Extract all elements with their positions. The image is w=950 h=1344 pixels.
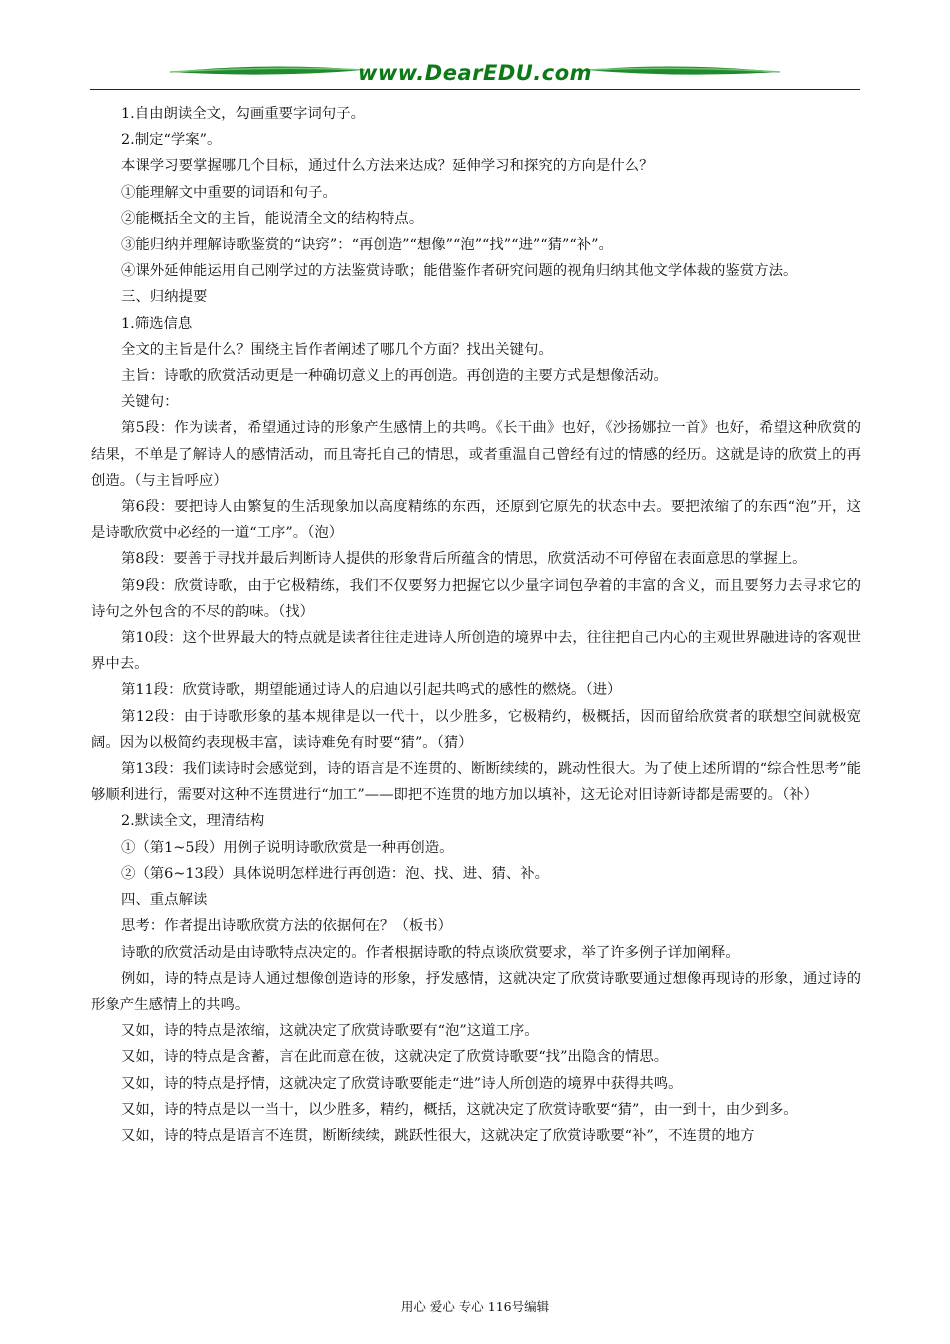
- paragraph: 又如，诗的特点是浓缩，这就决定了欣赏诗歌要有“泡”这道工序。: [121, 1023, 539, 1040]
- section-heading: 四、重点解读: [121, 892, 208, 909]
- document-body: [91, 101, 861, 1149]
- paragraph: 2.制定“学案”。: [121, 132, 222, 149]
- page-header: [90, 58, 860, 90]
- paragraph: 全文的主旨是什么？围绕主旨作者阐述了哪几个方面？找出关键句。: [121, 341, 553, 358]
- paragraph: ②能概括全文的主旨，能说清全文的结构特点。: [121, 210, 424, 227]
- paragraph: 1.自由朗读全文，勾画重要字词句子。: [121, 106, 365, 122]
- paragraph: ③能归纳并理解诗歌鉴赏的“诀窍”：“再创造”“想像”“泡”“找”“进”“猜”“补”。: [121, 237, 613, 254]
- paragraph: 第5段：作为读者，希望通过诗的形象产生感情上的共鸣。《长干曲》也好，《沙扬娜拉一首》也好，希望这种欣赏的结果，不单是了解诗人的感情活动，而且寄托自己的情思，或者重温自己曾经有过的情感的经历。这就是诗的欣赏上的再创造。（与主旨呼应）: [91, 420, 861, 489]
- paragraph: 又如，诗的特点是抒情，这就决定了欣赏诗歌要能走“进”诗人所创造的境界中获得共鸣。: [121, 1075, 683, 1092]
- paragraph: 诗歌的欣赏活动是由诗歌特点决定的。作者根据诗歌的特点谈欣赏要求，举了许多例子详加阐释。: [121, 944, 740, 961]
- site-logo-text: www.DearEDU.com: [357, 61, 593, 85]
- paragraph: 本课学习要掌握哪几个目标，通过什么方法来达成？延伸学习和探究的方向是什么？: [121, 158, 654, 175]
- paragraph: ④课外延伸能运用自己刚学过的方法鉴赏诗歌；能借鉴作者研究问题的视角归纳其他文学体裁的鉴赏方法。: [121, 263, 798, 280]
- paragraph: 又如，诗的特点是语言不连贯，断断续续，跳跃性很大，这就决定了欣赏诗歌要“补”，不连贯的地方: [121, 1127, 755, 1144]
- paragraph: 又如，诗的特点是含蓄，言在此而意在彼，这就决定了欣赏诗歌要“找”出隐含的情思。: [121, 1049, 669, 1066]
- paragraph: 第10段：这个世界最大的特点就是读者往往走进诗人所创造的境界中去，往往把自己内心的主观世界融进诗的客观世界中去。: [91, 630, 861, 673]
- paragraph: 例如，诗的特点是诗人通过想像创造诗的形象，抒发感情，这就决定了欣赏诗歌要通过想像再现诗的形象，通过诗的形象产生感情上的共鸣。: [91, 970, 861, 1013]
- paragraph: 思考：作者提出诗歌欣赏方法的依据何在？（板书）: [121, 918, 452, 935]
- paragraph: 第6段：要把诗人由繁复的生活现象加以高度精练的东西，还原到它原先的状态中去。要把浓缩了的东西“泡”开，这是诗歌欣赏中必经的一道“工序”。（泡）: [91, 499, 861, 542]
- paragraph: 第8段：要善于寻找并最后判断诗人提供的形象背后所蕴含的情思，欣赏活动不可停留在表面意思的掌握上。: [121, 551, 807, 568]
- paragraph: 主旨：诗歌的欣赏活动更是一种确切意义上的再创造。再创造的主要方式是想像活动。: [121, 368, 668, 385]
- page-footer: 用心 爱心 专心 116号编辑: [400, 1299, 550, 1314]
- subsection-heading: 2.默读全文，理清结构: [121, 813, 265, 830]
- subsection-heading: 1.筛选信息: [121, 315, 193, 332]
- paragraph: 第11段：欣赏诗歌，期望能通过诗人的启迪以引起共鸣式的感性的燃烧。（进）: [121, 682, 622, 699]
- paragraph: ①能理解文中重要的词语和句子。: [121, 184, 337, 201]
- section-heading: 三、归纳提要: [121, 289, 208, 306]
- paragraph: ②（第6~13段）具体说明怎样进行再创造：泡、找、进、猜、补。: [121, 865, 550, 882]
- paragraph: 关键句：: [121, 394, 179, 411]
- paragraph: 第12段：由于诗歌形象的基本规律是以一代十，以少胜多，它极精约，极概括，因而留给欣赏者的联想空间就极宽阔。因为以极简约表现极丰富，读诗难免有时要“猜”。（猜）: [91, 708, 861, 751]
- paragraph: 第9段：欣赏诗歌，由于它极精练，我们不仅要努力把握它以少量字词包孕着的丰富的含义，而且要努力去寻求它的诗句之外包含的不尽的韵味。（找）: [91, 577, 861, 620]
- paragraph: 又如，诗的特点是以一当十，以少胜多，精约，概括，这就决定了欣赏诗歌要“猜”，由一到十，由少到多。: [121, 1101, 798, 1118]
- paragraph: ①（第1~5段）用例子说明诗歌欣赏是一种再创造。: [121, 839, 454, 856]
- header-divider: [90, 89, 860, 90]
- paragraph: 第13段：我们读诗时会感觉到，诗的语言是不连贯的、断断续续的，跳动性很大。为了使上述所谓的“综合性思考”能够顺利进行，需要对这种不连贯进行“加工”——即把不连贯的地方加以填补，这无论对旧诗新诗都是需要的。（补）: [91, 761, 861, 804]
